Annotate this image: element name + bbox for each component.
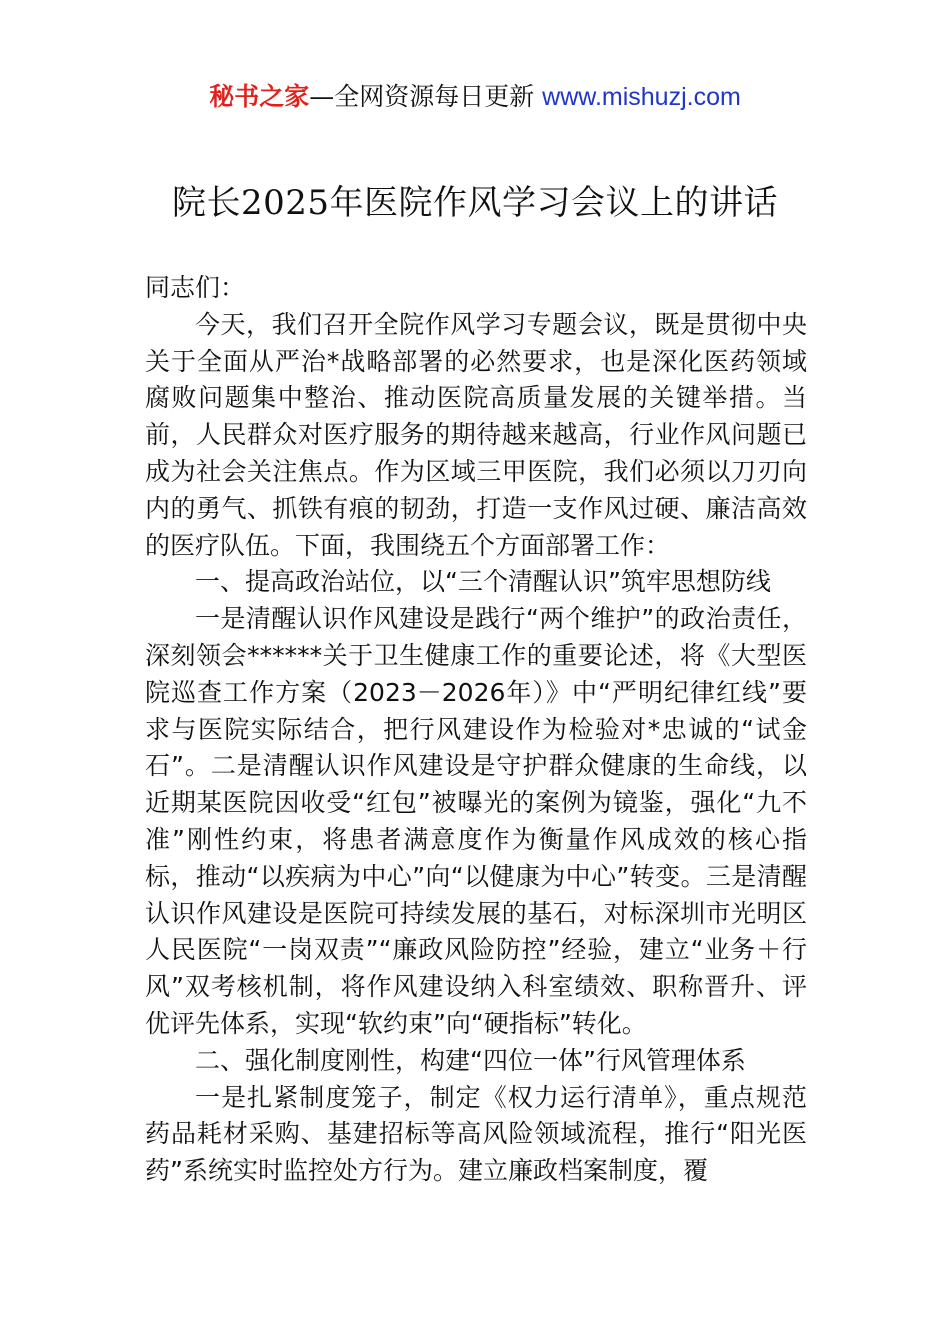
body-paragraph: 一是扎紧制度笼子，制定《权力运行清单》，重点规范药品耗材采购、基建招标等高风险领域流程，推行“阳光医药”系统实时监控处方行为。建立廉政档案制度，覆	[145, 1082, 807, 1186]
site-banner	[0, 80, 950, 114]
document-title: 院长2025年医院作风学习会议上的讲话	[171, 183, 779, 223]
section-heading: 二、强化制度刚性，构建“四位一体”行风管理体系	[195, 1045, 746, 1075]
salutation: 同志们：	[145, 273, 246, 302]
body-paragraph: 一是清醒认识作风建设是践行“两个维护”的政治责任，深刻领会******关于卫生健康工作的重要论述，将《大型医院巡查工作方案（2023－2026年）》中“严明纪律红线”要求与医院实际结合，把行风建设作为检验对*忠诚的“试金石”。二是清醒认识作风建设是守护群众健康的生命线，以近期某医院因收受“红包”被曝光的案例为镜鉴，强化“九不准”刚性约束，将患者满意度作为衡量作风成效的核心指标，推动“以疾病为中心”向“以健康为中心”转变。三是清醒认识作风建设是医院可持续发展的基石，对标深圳市光明区人民医院“一岗双责”“廉政风险防控”经验，建立“业务＋行风”双考核机制，将作风建设纳入科室绩效、职称晋升、评优评先体系，实现“软约束”向“硬指标”转化。	[145, 604, 807, 1038]
site-url[interactable]: www.mishuzj.com	[542, 83, 741, 111]
body-paragraph: 今天，我们召开全院作风学习专题会议，既是贯彻中央关于全面从严治*战略部署的必然要求，也是深化医药领域腐败问题集中整治、推动医院高质量发展的关键举措。当前，人民群众对医疗服务的期待越来越高，行业作风问题已成为社会关注焦点。作为区域三甲医院，我们必须以刀刃向内的勇气、抓铁有痕的韧劲，打造一支作风过硬、廉洁高效的医疗队伍。下面，我围绕五个方面部署工作：	[145, 309, 807, 560]
section-heading: 一、提高政治站位，以“三个清醒认识”筑牢思想防线	[195, 567, 771, 597]
brand-name: 秘书之家	[209, 82, 310, 111]
banner-tagline: —全网资源每日更新	[309, 82, 543, 111]
document-body	[145, 270, 807, 1190]
